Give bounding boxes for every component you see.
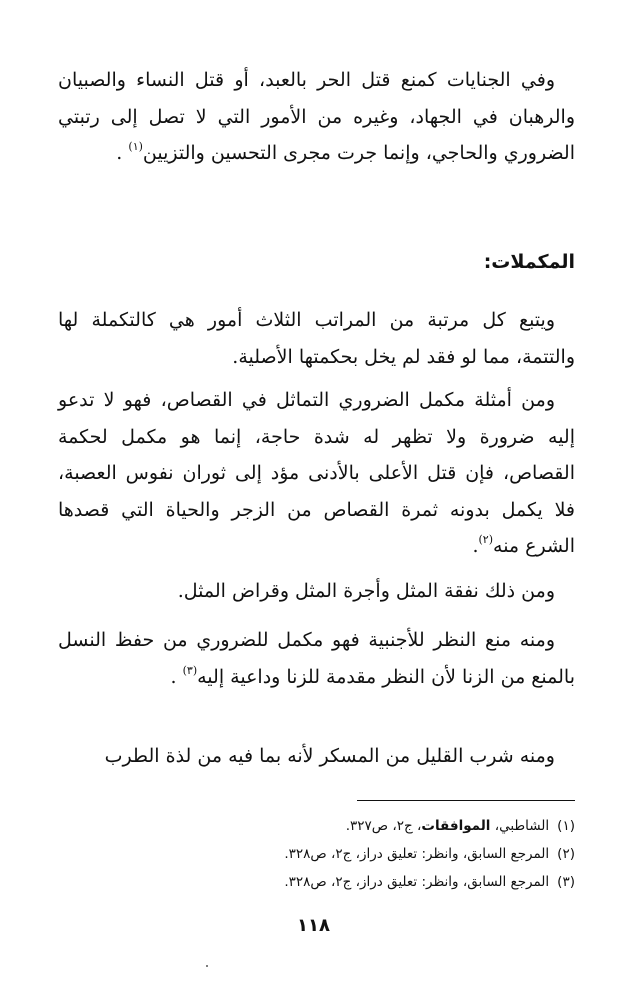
paragraph-text: ويتبع كل مرتبة من المراتب الثلاث أمور هي كالتكملة لها والتتمة، مما لو فقد لم يخل بحكمتها الأصلية. (58, 309, 575, 368)
footnotes (155, 812, 575, 896)
footnote-book-title: الموافقات (421, 818, 491, 834)
footnote-number: (٢) (557, 846, 575, 862)
paragraph-end: . (116, 142, 129, 164)
paragraph-text (58, 622, 575, 695)
footnote-text: الشاطبي، (490, 818, 550, 834)
footnote-number: (١) (557, 818, 575, 834)
paragraph-jinayat (58, 62, 575, 172)
paragraph-text: ومن ذلك نفقة المثل وأجرة المثل وقراض المثل. (177, 580, 555, 602)
footnote-text-end: ، ج٢، ص٣٢٧. (345, 818, 422, 834)
footnote-2 (155, 840, 575, 868)
paragraph-end: . (472, 535, 479, 557)
paragraph-text (58, 62, 575, 172)
footnote-3 (155, 868, 575, 896)
footnote-separator (357, 800, 575, 801)
section-heading: المكملات: (483, 251, 575, 273)
footnote-ref-3: (٣) (182, 663, 198, 677)
paragraph-nazar (58, 622, 575, 695)
paragraph-body: ومنه منع النظر للأجنبية فهو مكمل للضروري من حفظ النسل بالمنع من الزنا لأن النظر مقدمة للزنا وداعية إليه (58, 629, 575, 688)
footnote-1 (155, 812, 575, 840)
footnote-ref-1: (١) (128, 140, 143, 153)
footnote-ref-2: (٢) (478, 533, 494, 546)
paragraph-body: ومن أمثلة مكمل الضروري التماثل في القصاص، فهو لا تدعو إليه ضرورة ولا تظهر له شدة حاجة، إنما هو مكمل لحكمة القصاص، فإن قتل الأعلى بالأدنى مؤد إلى ثوران نفوس العصبة، فلا يكمل بدونه ثمرة القصاص من الزجر والحياة التي قصدها الشرع منه (58, 389, 575, 557)
paragraph-qisas (58, 382, 575, 565)
paragraph-mukammilat (58, 302, 575, 375)
scan-speck (206, 965, 208, 967)
paragraph-body: وفي الجنايات كمنع قتل الحر بالعبد، أو قتل النساء والصبيان والرهبان في الجهاد، وغيره من الأمور التي لا تصل إلى رتبتي الضروري والحاجي، وإنما جرت مجرى التحسين والتزيين (58, 69, 575, 164)
paragraph-text: ومنه شرب القليل من المسكر لأنه بما فيه من لذة الطرب (104, 745, 555, 767)
paragraph-text (58, 382, 575, 565)
paragraph-mithl (58, 573, 575, 610)
footnote-text: المرجع السابق، وانظر: تعليق دراز، ج٢، ص٣٢٨. (284, 874, 550, 890)
paragraph-end: . (170, 665, 183, 688)
paragraph-muskir (58, 738, 575, 775)
footnote-number: (٣) (557, 874, 575, 890)
footnote-text: المرجع السابق، وانظر: تعليق دراز، ج٢، ص٣٢٨. (284, 846, 550, 862)
page-number: ١١٨ (297, 915, 330, 936)
